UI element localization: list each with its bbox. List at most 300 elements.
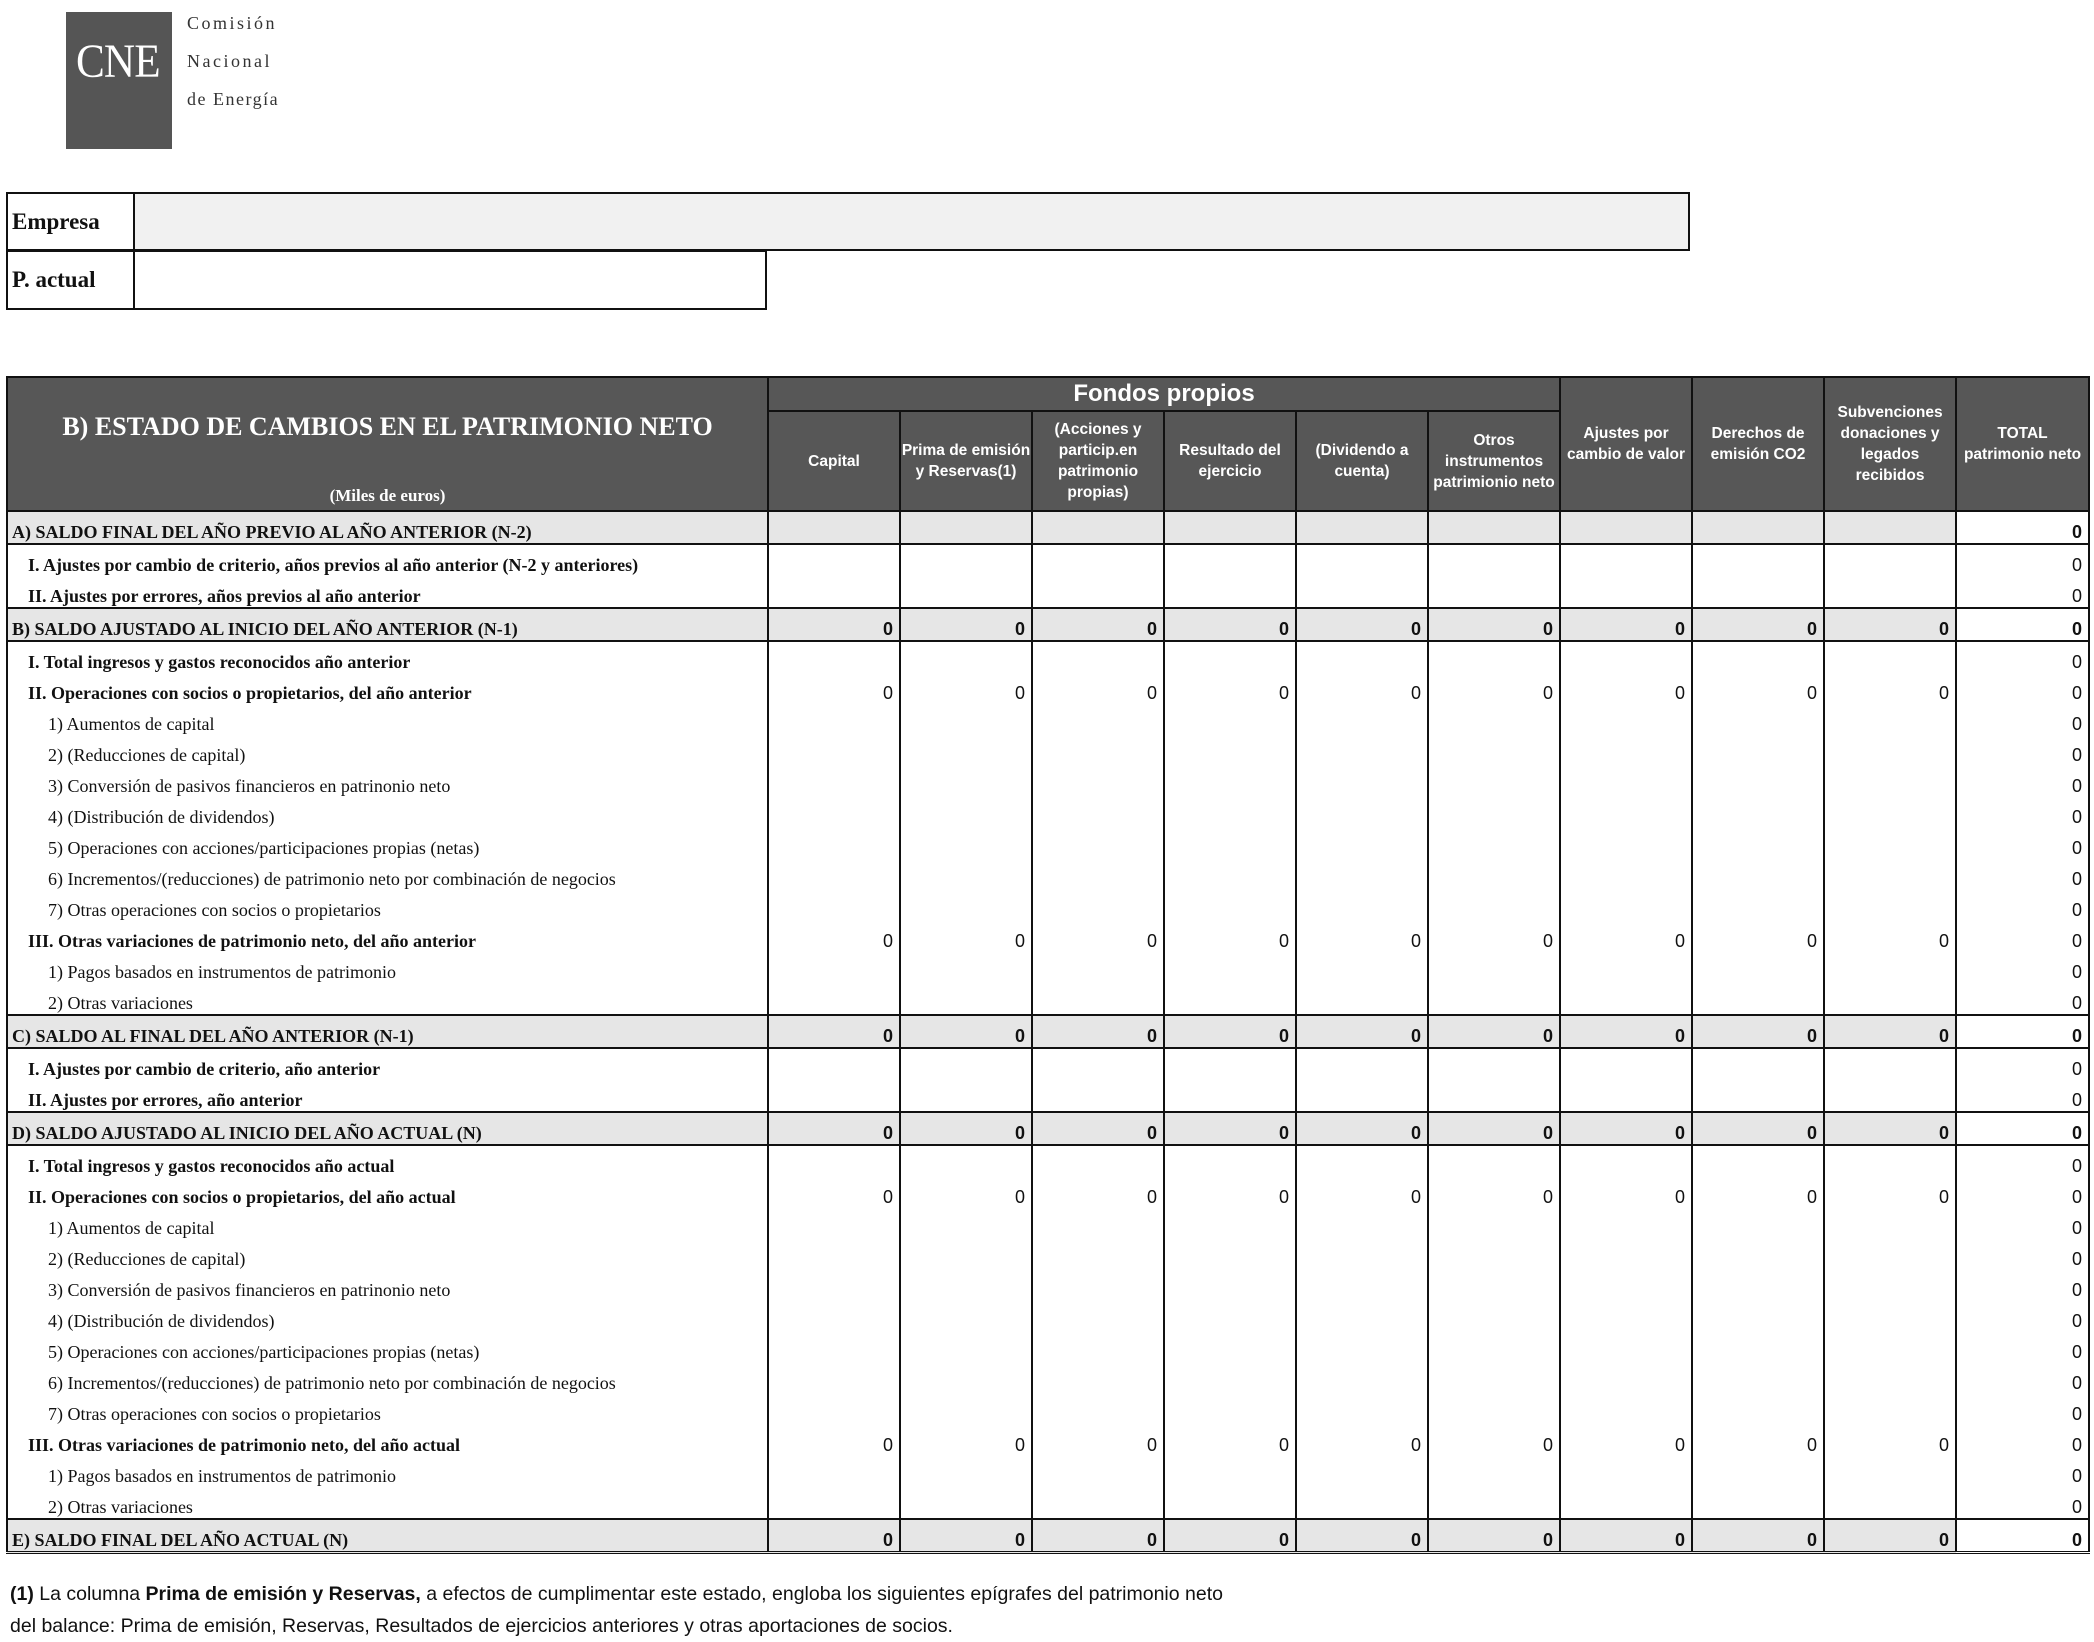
cell-value[interactable] <box>1824 704 1956 735</box>
cell-value[interactable] <box>1164 1239 1296 1270</box>
cell-value[interactable]: 0 <box>1560 1112 1692 1145</box>
cell-value[interactable]: 0 <box>1428 1015 1560 1048</box>
cell-value[interactable] <box>1164 1048 1296 1080</box>
cell-value[interactable] <box>1428 828 1560 859</box>
cell-value[interactable]: 0 <box>768 673 900 704</box>
cell-value[interactable] <box>1692 1208 1824 1239</box>
cell-value[interactable] <box>1296 1048 1428 1080</box>
cell-value[interactable] <box>1032 1208 1164 1239</box>
cell-value[interactable] <box>768 1145 900 1177</box>
cell-value[interactable] <box>1428 544 1560 576</box>
cell-value[interactable] <box>1296 1270 1428 1301</box>
periodo-field[interactable] <box>135 252 765 308</box>
cell-value[interactable] <box>900 952 1032 983</box>
cell-value[interactable] <box>1032 704 1164 735</box>
cell-value[interactable] <box>1692 735 1824 766</box>
cell-value[interactable] <box>1032 511 1164 544</box>
cell-value[interactable]: 0 <box>1032 673 1164 704</box>
cell-value[interactable] <box>1560 1363 1692 1394</box>
cell-value[interactable] <box>900 1208 1032 1239</box>
cell-value[interactable] <box>1296 1456 1428 1487</box>
cell-value[interactable] <box>1032 1456 1164 1487</box>
cell-value[interactable] <box>900 544 1032 576</box>
cell-value[interactable] <box>1032 1394 1164 1425</box>
cell-value[interactable]: 0 <box>1560 921 1692 952</box>
cell-value[interactable] <box>1824 1048 1956 1080</box>
cell-value[interactable] <box>1296 859 1428 890</box>
cell-value[interactable] <box>1428 859 1560 890</box>
cell-value[interactable]: 0 <box>1692 1015 1824 1048</box>
cell-value[interactable] <box>1824 1239 1956 1270</box>
cell-value[interactable] <box>1164 544 1296 576</box>
cell-value[interactable] <box>900 1270 1032 1301</box>
cell-value[interactable] <box>1692 1239 1824 1270</box>
cell-value[interactable] <box>1428 1456 1560 1487</box>
cell-value[interactable]: 0 <box>1824 1425 1956 1456</box>
cell-value[interactable] <box>1164 828 1296 859</box>
cell-value[interactable]: 0 <box>1824 1177 1956 1208</box>
cell-value[interactable] <box>1560 766 1692 797</box>
cell-value[interactable]: 0 <box>900 921 1032 952</box>
cell-value[interactable] <box>768 1456 900 1487</box>
cell-value[interactable]: 0 <box>1692 608 1824 641</box>
cell-value[interactable] <box>1428 1301 1560 1332</box>
cell-value[interactable] <box>1296 766 1428 797</box>
cell-value[interactable] <box>768 735 900 766</box>
cell-value[interactable] <box>1692 1332 1824 1363</box>
cell-value[interactable] <box>1560 1239 1692 1270</box>
cell-value[interactable] <box>768 983 900 1015</box>
cell-value[interactable] <box>1560 828 1692 859</box>
cell-value[interactable] <box>1560 1048 1692 1080</box>
cell-value[interactable]: 0 <box>1560 1177 1692 1208</box>
cell-value[interactable] <box>1164 1080 1296 1112</box>
cell-value[interactable] <box>768 766 900 797</box>
cell-value[interactable] <box>1692 766 1824 797</box>
cell-value[interactable] <box>1824 890 1956 921</box>
cell-value[interactable] <box>1560 952 1692 983</box>
cell-value[interactable] <box>768 641 900 673</box>
cell-value[interactable]: 0 <box>900 1519 1032 1553</box>
cell-value[interactable] <box>1692 1048 1824 1080</box>
cell-value[interactable] <box>768 890 900 921</box>
cell-value[interactable] <box>1164 641 1296 673</box>
cell-value[interactable] <box>1428 1208 1560 1239</box>
cell-value[interactable] <box>768 1048 900 1080</box>
cell-value[interactable] <box>1428 1048 1560 1080</box>
cell-value[interactable]: 0 <box>768 608 900 641</box>
cell-value[interactable] <box>1428 983 1560 1015</box>
cell-value[interactable] <box>1428 1145 1560 1177</box>
cell-value[interactable] <box>1296 576 1428 608</box>
cell-value[interactable]: 0 <box>1032 608 1164 641</box>
cell-value[interactable]: 0 <box>1164 608 1296 641</box>
cell-value[interactable]: 0 <box>1560 1519 1692 1553</box>
cell-value[interactable] <box>1824 1394 1956 1425</box>
cell-value[interactable] <box>1296 1080 1428 1112</box>
cell-value[interactable] <box>1560 859 1692 890</box>
cell-value[interactable]: 0 <box>1692 1112 1824 1145</box>
cell-value[interactable] <box>1824 576 1956 608</box>
cell-value[interactable] <box>1164 983 1296 1015</box>
cell-value[interactable] <box>1296 1145 1428 1177</box>
cell-value[interactable] <box>1164 735 1296 766</box>
cell-value[interactable] <box>1164 1487 1296 1519</box>
cell-value[interactable] <box>1692 1145 1824 1177</box>
cell-value[interactable] <box>1428 766 1560 797</box>
cell-value[interactable] <box>1560 1456 1692 1487</box>
cell-value[interactable]: 0 <box>1164 921 1296 952</box>
cell-value[interactable]: 0 <box>1164 1177 1296 1208</box>
cell-value[interactable] <box>1824 1270 1956 1301</box>
cell-value[interactable] <box>1296 890 1428 921</box>
cell-value[interactable] <box>1032 1048 1164 1080</box>
cell-value[interactable] <box>1560 1301 1692 1332</box>
cell-value[interactable] <box>900 1394 1032 1425</box>
cell-value[interactable] <box>768 511 900 544</box>
cell-value[interactable] <box>1560 1394 1692 1425</box>
cell-value[interactable] <box>1560 890 1692 921</box>
cell-value[interactable] <box>1032 797 1164 828</box>
cell-value[interactable] <box>1428 1332 1560 1363</box>
cell-value[interactable] <box>1560 1332 1692 1363</box>
cell-value[interactable]: 0 <box>1296 673 1428 704</box>
cell-value[interactable] <box>1560 704 1692 735</box>
cell-value[interactable] <box>900 735 1032 766</box>
cell-value[interactable]: 0 <box>1296 1425 1428 1456</box>
cell-value[interactable]: 0 <box>1560 608 1692 641</box>
cell-value[interactable] <box>1560 1080 1692 1112</box>
cell-value[interactable] <box>1824 544 1956 576</box>
cell-value[interactable] <box>1560 1270 1692 1301</box>
cell-value[interactable]: 0 <box>1032 1519 1164 1553</box>
cell-value[interactable] <box>1692 576 1824 608</box>
cell-value[interactable] <box>1164 859 1296 890</box>
cell-value[interactable] <box>1824 1301 1956 1332</box>
cell-value[interactable] <box>1296 983 1428 1015</box>
cell-value[interactable] <box>1164 704 1296 735</box>
cell-value[interactable] <box>1692 1487 1824 1519</box>
cell-value[interactable] <box>768 1394 900 1425</box>
cell-value[interactable] <box>1032 828 1164 859</box>
cell-value[interactable]: 0 <box>1560 1015 1692 1048</box>
cell-value[interactable] <box>900 1080 1032 1112</box>
cell-value[interactable] <box>768 1239 900 1270</box>
cell-value[interactable] <box>1692 983 1824 1015</box>
cell-value[interactable]: 0 <box>900 1425 1032 1456</box>
cell-value[interactable] <box>900 1301 1032 1332</box>
cell-value[interactable]: 0 <box>1164 1425 1296 1456</box>
cell-value[interactable] <box>1824 1456 1956 1487</box>
cell-value[interactable] <box>900 828 1032 859</box>
cell-value[interactable] <box>1824 641 1956 673</box>
cell-value[interactable] <box>1296 544 1428 576</box>
cell-value[interactable] <box>900 704 1032 735</box>
cell-value[interactable]: 0 <box>1032 1425 1164 1456</box>
logo-line-2: Nacional <box>187 51 272 71</box>
cell-value[interactable] <box>1032 766 1164 797</box>
cell-value[interactable] <box>900 859 1032 890</box>
cell-value[interactable]: 0 <box>1692 673 1824 704</box>
cell-value[interactable] <box>1296 952 1428 983</box>
cell-value[interactable] <box>1032 1145 1164 1177</box>
cell-value[interactable] <box>1032 890 1164 921</box>
cell-value[interactable] <box>1296 797 1428 828</box>
cell-value[interactable] <box>1428 952 1560 983</box>
cell-value[interactable] <box>1428 1239 1560 1270</box>
cell-value[interactable]: 0 <box>900 1112 1032 1145</box>
cell-value[interactable] <box>1032 1080 1164 1112</box>
cell-value[interactable] <box>768 952 900 983</box>
cell-value[interactable]: 0 <box>1032 1177 1164 1208</box>
cell-value[interactable] <box>1164 1270 1296 1301</box>
cell-value[interactable] <box>1692 859 1824 890</box>
cell-value[interactable] <box>1824 797 1956 828</box>
cell-value[interactable] <box>1692 641 1824 673</box>
cell-value[interactable] <box>1824 766 1956 797</box>
cell-value[interactable] <box>1692 890 1824 921</box>
cell-value[interactable] <box>1560 983 1692 1015</box>
cell-value[interactable] <box>1428 735 1560 766</box>
cell-value[interactable]: 0 <box>1824 1112 1956 1145</box>
cell-value[interactable] <box>1824 1363 1956 1394</box>
cell-value[interactable] <box>1164 1301 1296 1332</box>
cell-value[interactable] <box>1824 735 1956 766</box>
cell-value[interactable] <box>1296 1487 1428 1519</box>
cell-value[interactable] <box>1824 952 1956 983</box>
cell-value[interactable]: 0 <box>1428 673 1560 704</box>
cell-value[interactable] <box>1164 1394 1296 1425</box>
cell-value[interactable] <box>1296 704 1428 735</box>
cell-value[interactable] <box>1164 511 1296 544</box>
cell-value[interactable] <box>900 890 1032 921</box>
cell-value[interactable] <box>768 576 900 608</box>
cell-value[interactable] <box>1428 1394 1560 1425</box>
cell-value[interactable] <box>1296 1301 1428 1332</box>
cell-value[interactable] <box>1692 828 1824 859</box>
cell-value[interactable] <box>768 797 900 828</box>
cell-value[interactable] <box>1164 890 1296 921</box>
cell-value[interactable] <box>1032 983 1164 1015</box>
cell-value[interactable] <box>1032 952 1164 983</box>
cell-value[interactable]: 0 <box>768 1177 900 1208</box>
cell-value[interactable] <box>1164 1145 1296 1177</box>
cell-value[interactable] <box>1032 1301 1164 1332</box>
cell-value[interactable]: 0 <box>900 1177 1032 1208</box>
cell-value[interactable]: 0 <box>1296 921 1428 952</box>
cell-value[interactable] <box>1692 1456 1824 1487</box>
cell-value[interactable] <box>1296 1363 1428 1394</box>
cell-value[interactable]: 0 <box>900 673 1032 704</box>
cell-value[interactable] <box>1560 544 1692 576</box>
cell-value[interactable] <box>1428 890 1560 921</box>
cell-value[interactable] <box>1428 1363 1560 1394</box>
cell-value[interactable]: 0 <box>1296 608 1428 641</box>
cell-value[interactable] <box>1296 828 1428 859</box>
empresa-field[interactable] <box>135 194 1688 249</box>
cell-value[interactable] <box>1164 1456 1296 1487</box>
cell-value[interactable] <box>1032 1270 1164 1301</box>
cell-value[interactable] <box>1428 576 1560 608</box>
cell-value[interactable] <box>1692 797 1824 828</box>
cell-value[interactable] <box>900 641 1032 673</box>
cell-value[interactable]: 0 <box>1560 673 1692 704</box>
cell-value[interactable] <box>768 1270 900 1301</box>
cell-value[interactable]: 0 <box>1032 1112 1164 1145</box>
cell-value[interactable] <box>1560 641 1692 673</box>
cell-value[interactable]: 0 <box>1824 921 1956 952</box>
cell-value[interactable]: 0 <box>768 1519 900 1553</box>
cell-value[interactable] <box>1032 1487 1164 1519</box>
cell-value[interactable] <box>1824 1080 1956 1112</box>
cell-value[interactable] <box>1824 511 1956 544</box>
cell-value[interactable]: 0 <box>1560 1425 1692 1456</box>
cell-value[interactable] <box>1692 544 1824 576</box>
cell-value[interactable]: 0 <box>1032 1015 1164 1048</box>
cell-value[interactable] <box>1428 511 1560 544</box>
cell-value[interactable] <box>1032 1239 1164 1270</box>
cell-value[interactable] <box>1824 828 1956 859</box>
cell-value[interactable] <box>1032 859 1164 890</box>
cell-value[interactable] <box>1824 1487 1956 1519</box>
cell-value[interactable] <box>768 1080 900 1112</box>
cell-value[interactable]: 0 <box>1428 1112 1560 1145</box>
cell-value[interactable] <box>1692 511 1824 544</box>
cell-value[interactable] <box>1824 983 1956 1015</box>
cell-value[interactable]: 0 <box>1296 1112 1428 1145</box>
cell-value[interactable] <box>900 766 1032 797</box>
cell-value[interactable] <box>1560 797 1692 828</box>
cell-value[interactable] <box>1692 704 1824 735</box>
cell-value[interactable]: 0 <box>1428 608 1560 641</box>
cell-value[interactable]: 0 <box>768 1015 900 1048</box>
cell-value[interactable] <box>1164 1208 1296 1239</box>
cell-value[interactable] <box>900 1145 1032 1177</box>
cell-value[interactable]: 0 <box>1824 1015 1956 1048</box>
cell-value[interactable] <box>1296 1332 1428 1363</box>
cell-value[interactable] <box>768 1363 900 1394</box>
cell-value[interactable] <box>1692 1080 1824 1112</box>
cell-value[interactable]: 0 <box>1824 608 1956 641</box>
cell-value[interactable] <box>1296 1239 1428 1270</box>
cell-value[interactable] <box>900 576 1032 608</box>
cell-value[interactable]: 0 <box>1692 1425 1824 1456</box>
cell-value[interactable] <box>1032 1332 1164 1363</box>
cell-value[interactable] <box>1692 1270 1824 1301</box>
cell-value[interactable]: 0 <box>1692 1519 1824 1553</box>
cell-value[interactable] <box>900 983 1032 1015</box>
cell-value[interactable] <box>768 828 900 859</box>
cell-value[interactable] <box>1032 735 1164 766</box>
cell-value[interactable] <box>1296 735 1428 766</box>
cell-value[interactable] <box>900 1332 1032 1363</box>
cell-value[interactable] <box>900 1363 1032 1394</box>
cell-value[interactable] <box>768 859 900 890</box>
cell-value[interactable] <box>1296 1394 1428 1425</box>
cell-value[interactable] <box>1560 1145 1692 1177</box>
cell-value[interactable] <box>1428 641 1560 673</box>
cell-value[interactable] <box>1032 576 1164 608</box>
cell-value[interactable]: 0 <box>1164 1112 1296 1145</box>
cell-value[interactable] <box>1032 641 1164 673</box>
cell-value[interactable]: 0 <box>1296 1015 1428 1048</box>
cell-value[interactable] <box>1428 1487 1560 1519</box>
cell-value[interactable]: 0 <box>900 608 1032 641</box>
cell-value[interactable] <box>1560 1208 1692 1239</box>
cell-value[interactable]: 0 <box>1164 673 1296 704</box>
cell-value[interactable] <box>1692 1301 1824 1332</box>
cell-value[interactable]: 0 <box>1824 673 1956 704</box>
cell-value[interactable] <box>1296 641 1428 673</box>
cell-value[interactable] <box>1428 1080 1560 1112</box>
cell-value[interactable]: 0 <box>1296 1177 1428 1208</box>
cell-value[interactable] <box>1428 1270 1560 1301</box>
cell-value[interactable] <box>1032 544 1164 576</box>
cell-value[interactable]: 0 <box>1428 921 1560 952</box>
cell-value[interactable] <box>1296 1208 1428 1239</box>
cell-value[interactable] <box>900 511 1032 544</box>
cell-value[interactable] <box>1296 511 1428 544</box>
cell-value[interactable] <box>768 1487 900 1519</box>
cell-value[interactable]: 0 <box>1692 921 1824 952</box>
cell-value[interactable]: 0 <box>768 1425 900 1456</box>
cell-value[interactable] <box>768 544 900 576</box>
cell-value[interactable] <box>768 704 900 735</box>
cell-value[interactable] <box>1692 1394 1824 1425</box>
cell-value[interactable] <box>900 797 1032 828</box>
cell-value[interactable] <box>768 1332 900 1363</box>
cell-value[interactable]: 0 <box>768 1112 900 1145</box>
cell-value[interactable]: 0 <box>1428 1425 1560 1456</box>
cell-value[interactable] <box>1560 511 1692 544</box>
cell-value[interactable] <box>1824 1208 1956 1239</box>
cell-value[interactable]: 0 <box>1428 1177 1560 1208</box>
cell-value[interactable] <box>1164 1332 1296 1363</box>
cell-value[interactable] <box>1164 766 1296 797</box>
cell-value[interactable] <box>1164 797 1296 828</box>
cell-value[interactable] <box>768 1208 900 1239</box>
cell-value[interactable] <box>1428 797 1560 828</box>
cell-value[interactable]: 0 <box>1296 1519 1428 1553</box>
cell-value[interactable] <box>1164 952 1296 983</box>
cell-value[interactable]: 0 <box>1164 1519 1296 1553</box>
cell-value[interactable]: 0 <box>1032 921 1164 952</box>
cell-value[interactable]: 0 <box>1164 1015 1296 1048</box>
cell-value[interactable] <box>900 1048 1032 1080</box>
cell-value[interactable]: 0 <box>1824 1519 1956 1553</box>
cell-value[interactable] <box>900 1456 1032 1487</box>
cell-value[interactable] <box>1560 1487 1692 1519</box>
cell-value[interactable]: 0 <box>1428 1519 1560 1553</box>
cell-value[interactable]: 0 <box>768 921 900 952</box>
cell-value[interactable] <box>1824 1145 1956 1177</box>
cell-value[interactable]: 0 <box>900 1015 1032 1048</box>
cell-value[interactable] <box>1692 952 1824 983</box>
cell-value[interactable] <box>1428 704 1560 735</box>
cell-value[interactable] <box>1164 576 1296 608</box>
cell-value[interactable] <box>900 1239 1032 1270</box>
cell-value[interactable] <box>1032 1363 1164 1394</box>
cell-value[interactable] <box>1824 859 1956 890</box>
cell-value[interactable] <box>1692 1363 1824 1394</box>
cell-value[interactable]: 0 <box>1692 1177 1824 1208</box>
cell-value[interactable] <box>1164 1363 1296 1394</box>
cell-value[interactable] <box>1824 1332 1956 1363</box>
cell-value[interactable] <box>900 1487 1032 1519</box>
cell-value[interactable] <box>1560 735 1692 766</box>
cell-value[interactable] <box>768 1301 900 1332</box>
cell-value[interactable] <box>1560 576 1692 608</box>
